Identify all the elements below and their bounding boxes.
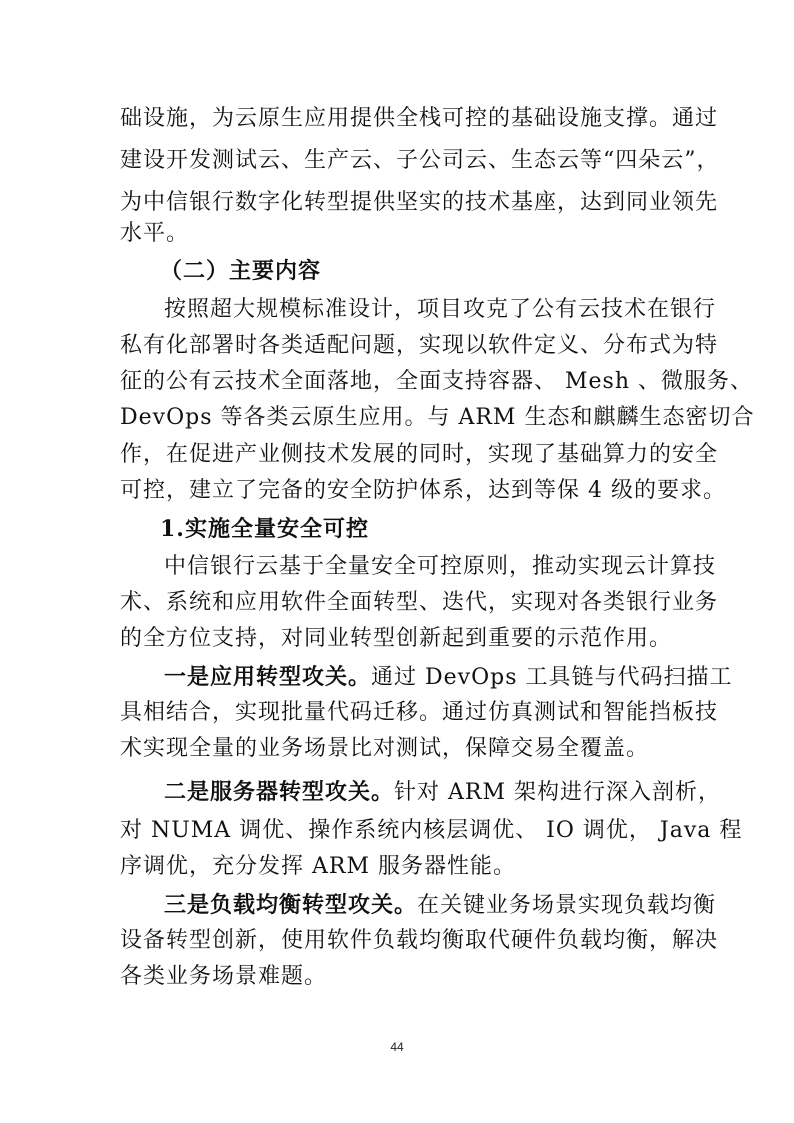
text-line: 各类业务场景难题。 bbox=[120, 964, 328, 989]
text-line: 设备转型创新，使用软件负载均衡取代硬件负载均衡，解决 bbox=[120, 928, 719, 953]
page-number: 44 bbox=[390, 1040, 404, 1054]
list-item-app bbox=[164, 660, 733, 695]
item-text: 在关键业务场景实现负载均衡 bbox=[417, 893, 717, 918]
text-line: 具相结合，实现批量代码迁移。通过仿真测试和智能挡板技 bbox=[120, 700, 719, 725]
text-line: 作，在促进产业侧技术发展的同时，实现了基础算力的安全 bbox=[120, 442, 719, 467]
text-line: 础设施，为云原生应用提供全栈可控的基础设施支撑。通过 bbox=[120, 106, 719, 131]
text-line: 建设开发测试云、生产云、子公司云、生态云等“四朵云”， bbox=[120, 148, 720, 173]
text-line: 私有化部署时各类适配问题，实现以软件定义、分布式为特 bbox=[120, 333, 719, 358]
text-line: 征的公有云技术全面落地，全面支持容器、 Mesh 、微服务、 bbox=[120, 369, 753, 394]
text-line: 水平。 bbox=[120, 221, 190, 246]
text-line: 术、系统和应用软件全面转型、迭代，实现对各类银行业务 bbox=[120, 590, 719, 615]
text-line: DevOps 等各类云原生应用。与 ARM 生态和麒麟生态密切合 bbox=[120, 405, 755, 430]
text-line: 对 NUMA 调优、操作系统内核层调优、 IO 调优， Java 程 bbox=[120, 818, 743, 843]
text-line: 术实现全量的业务场景比对测试，保障交易全覆盖。 bbox=[120, 736, 650, 761]
text-line: 序调优，充分发挥 ARM 服务器性能。 bbox=[120, 854, 516, 879]
list-item-server bbox=[164, 775, 721, 810]
section-heading: （二）主要内容 bbox=[160, 258, 322, 284]
item-text: 针对 ARM 架构进行深入剖析， bbox=[394, 780, 721, 805]
text-line: 中信银行云基于全量安全可控原则，推动实现云计算技 bbox=[164, 554, 717, 579]
item-lead: 二是服务器转型攻关。 bbox=[164, 779, 395, 805]
item-text: 通过 DevOps 工具链与代码扫描工 bbox=[371, 665, 733, 690]
item-lead: 一是应用转型攻关。 bbox=[164, 664, 372, 690]
subsection-heading: 1.实施全量安全可控 bbox=[160, 516, 369, 542]
text-line: 按照超大规模标准设计，项目攻克了公有云技术在银行 bbox=[164, 297, 717, 322]
text-line: 可控，建立了完备的安全防护体系，达到等保 4 级的要求。 bbox=[120, 478, 726, 503]
item-lead: 三是负载均衡转型攻关。 bbox=[164, 892, 418, 918]
text-line: 为中信银行数字化转型提供坚实的技术基座，达到同业领先 bbox=[120, 190, 719, 215]
text-line: 的全方位支持，对同业转型创新起到重要的示范作用。 bbox=[120, 626, 673, 651]
list-item-load-balancing bbox=[164, 888, 717, 923]
